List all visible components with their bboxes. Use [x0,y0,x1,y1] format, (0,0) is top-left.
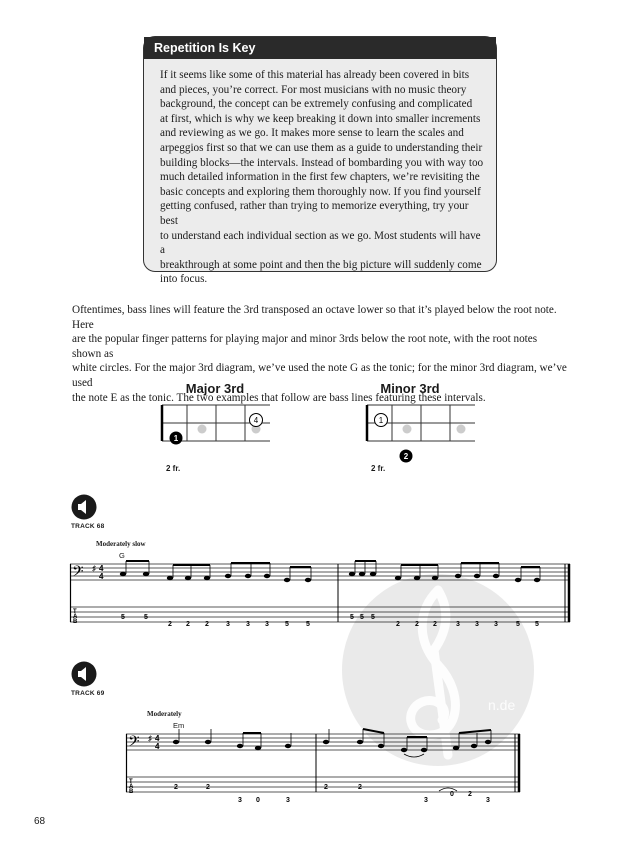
finger-number: 1 [378,416,384,425]
svg-text:4: 4 [155,742,160,751]
tab-number: 3 [226,621,230,628]
sidebar-line: into focus. [160,273,208,286]
tab-number: 5 [360,614,364,621]
chord-symbol: G [119,551,125,560]
tab-number: 3 [475,621,479,628]
tab-number: 3 [486,797,490,804]
sidebar-line: building blocks—the intervals. Instead of bombarding you with way too [160,156,484,169]
tab-number: 5 [535,621,539,628]
tab-number: 2 [358,784,362,791]
tempo-marking: Moderately slow [96,540,146,548]
speaker-icon[interactable] [71,661,97,687]
tab-number: 2 [433,621,437,628]
svg-text:𝄢: 𝄢 [72,563,84,583]
tab-number: 0 [450,791,454,798]
tab-number: 2 [396,621,400,628]
svg-text:♯: ♯ [148,734,152,743]
sidebar-box [143,36,497,286]
track-label: TRACK 68 [71,523,105,530]
svg-text:B: B [129,789,134,795]
tab-number: 2 [206,784,210,791]
tab-number: 5 [306,621,310,628]
tab-number: 3 [424,797,428,804]
sidebar-line: and pieces, you’re correct. For most musicians with no music theory [160,83,467,96]
tab-number: 2 [168,621,172,628]
tab-number: 5 [121,614,125,621]
tab-number: 2 [468,791,472,798]
finger-number: 2 [403,452,409,461]
tab-number: 3 [494,621,498,628]
body-line: white circles. For the major 3rd diagram, we’ve used the note G as the tonic; for the minor 3rd diagram, we’ve used [72,362,567,389]
major-3rd-fretboard [150,400,280,460]
body-line: Oftentimes, bass lines will feature the 3rd transposed an octave lower so that it’s played below the root note. Here [72,304,557,331]
tab-number: 2 [415,621,419,628]
minor-3rd-title: Minor 3rd [380,381,440,396]
svg-text:𝄢: 𝄢 [128,733,140,753]
tab-number: 2 [324,784,328,791]
tab-number: 5 [350,614,354,621]
sidebar-line: If it seems like some of this material has already been covered in bits [160,69,470,81]
tab-number: 3 [238,797,242,804]
sidebar-text [144,59,496,287]
body-line: the note E as the tonic. The two examples that follow are bass lines featuring these intervals. [72,391,486,404]
sidebar-line: arpeggios first so that we can use them as a guide to understanding their [160,141,483,154]
page-number: 68 [34,816,46,827]
sidebar-title: Repetition Is Key [144,37,496,59]
tab-number: 2 [205,621,209,628]
sidebar-line: breakthrough at some point and then the big picture will suddenly come [160,258,482,271]
minor-3rd-fretboard [355,400,485,470]
tempo-marking: Moderately [147,710,182,718]
track-label: TRACK 69 [71,690,105,697]
tab-number: 2 [174,784,178,791]
svg-text:4: 4 [99,564,104,573]
finger-number: 4 [253,416,259,425]
tab-number: 3 [286,797,290,804]
svg-text:4: 4 [99,572,104,581]
svg-text:A: A [129,784,134,790]
body-line: are the popular finger patterns for playing major and minor 3rds below the root note, with the root notes shown as [72,333,538,360]
major-3rd-title: Major 3rd [185,381,245,396]
notation-example-2 [126,730,526,805]
tab-number: 0 [256,797,260,804]
tab-number: 5 [516,621,520,628]
sidebar-line: and reviewing as we go. It makes more sense to learn the scales and [160,127,464,140]
svg-text:T: T [73,609,77,615]
svg-text:♯: ♯ [92,564,96,573]
fret-label: 2 fr. [371,464,386,473]
chord-symbol: Em [173,721,185,730]
fret-label: 2 fr. [166,464,181,473]
svg-text:4: 4 [155,734,160,743]
sidebar-line: to understand each individual section as we go. Most students will have a [160,229,481,257]
tab-number: 5 [371,614,375,621]
sidebar-line: getting confused, rather than trying to memorize everything, try your best [160,200,469,227]
sidebar-line: basic concepts and exploring them thoroughly now. If you find yourself [160,185,481,198]
notation-example-1 [70,560,575,635]
tab-number: 5 [144,614,148,621]
svg-text:A: A [73,614,78,620]
tab-number: 3 [265,621,269,628]
sidebar-line: background, the concept can be extremely confusing and complicated [160,98,473,111]
body-paragraph [72,303,568,405]
tab-number: 3 [246,621,250,628]
watermark-text: n.de [488,697,516,713]
svg-text:B: B [73,619,78,625]
sidebar-line: much detailed information in the first few chapters, we’re revisiting the [160,171,480,184]
finger-number: 1 [173,434,179,443]
sidebar-line: at first, which is why we keep breaking it down into smaller increments [160,112,481,125]
tab-number: 2 [186,621,190,628]
speaker-icon[interactable] [71,494,97,520]
tab-number: 3 [456,621,460,628]
svg-text:T: T [129,779,133,785]
tab-number: 5 [285,621,289,628]
